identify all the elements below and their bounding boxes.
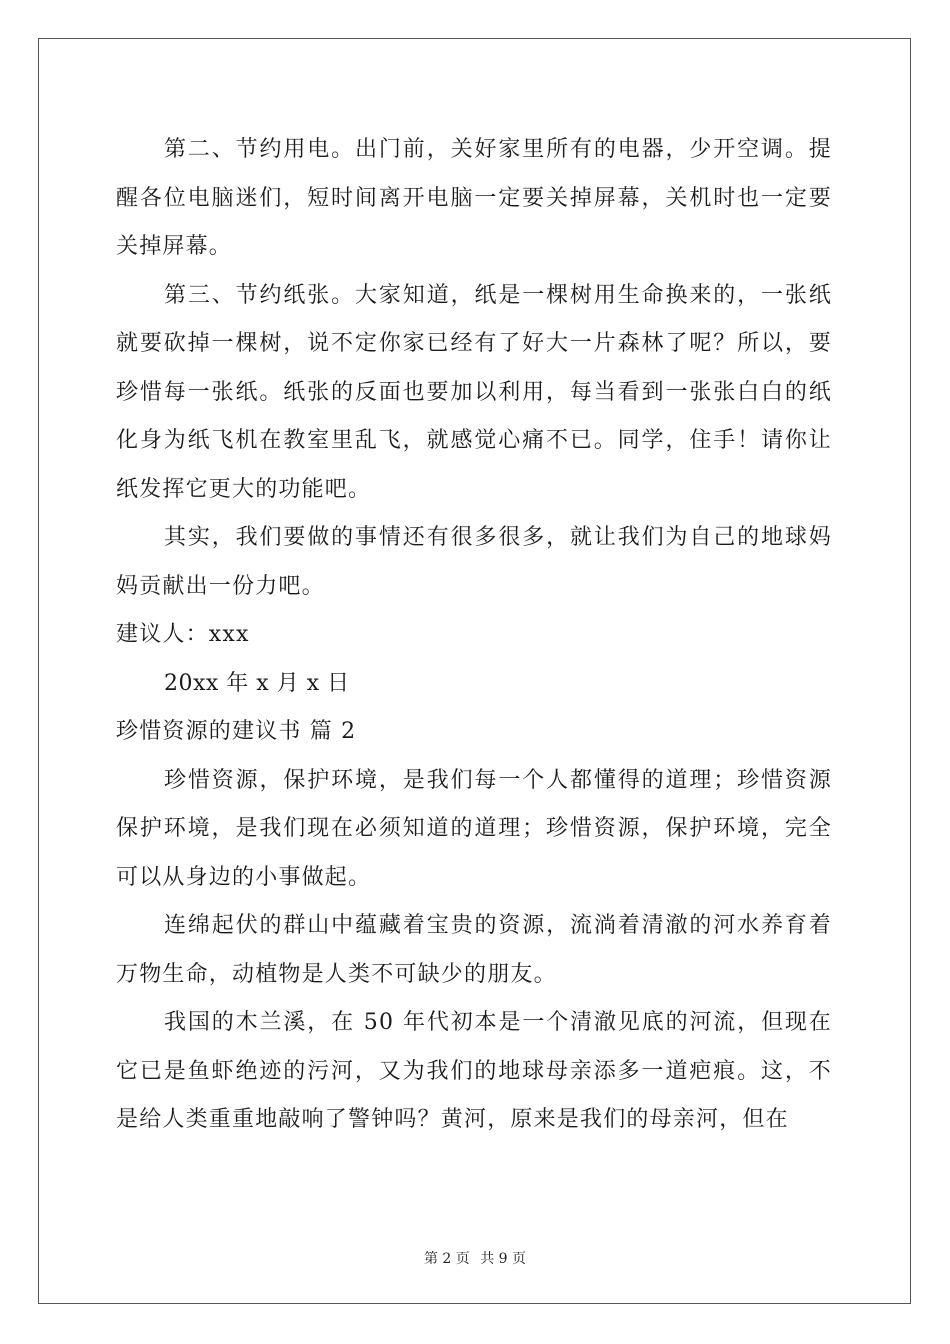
paragraph-save-paper: 第三、节约纸张。大家知道，纸是一棵树用生命换来的，一张纸就要砍掉一棵树，说不定你家已经有了好大一片森林了呢？所以，要珍惜每一张纸。纸张的反面也要加以利用，每当看到一张张白白的纸化身为纸飞机在教室里乱飞，就感觉心痛不已。同学，住手！请你让纸发挥它更大的功能吧。 <box>116 282 832 502</box>
signer-line: 建议人：xxx <box>116 622 250 647</box>
date-line: 20xx 年 x 月 x 日 <box>164 670 350 696</box>
page-number: 第 2 页 <box>423 1251 470 1267</box>
section-heading: 珍惜资源的建议书 篇 2 <box>116 719 357 744</box>
paragraph-mulan-river: 我国的木兰溪，在 50 年代初本是一个清澈见底的河流，但现在它已是鱼虾绝迹的污河，又为我们的地球母亲添多一道疤痕。这，不是给人类重重地敲响了警钟吗？黄河，原来是我们的母亲河，但在 <box>116 1010 832 1132</box>
paragraph-conclusion: 其实，我们要做的事情还有很多很多，就让我们为自己的地球妈妈贡献出一份力吧。 <box>116 525 832 599</box>
paragraph-intro: 珍惜资源，保护环境，是我们每一个人都懂得的道理；珍惜资源保护环境，是我们现在必须知道的道理；珍惜资源，保护环境，完全可以从身边的小事做起。 <box>116 767 832 890</box>
total-pages: 共 9 页 <box>480 1251 527 1267</box>
document-body <box>116 126 832 1145</box>
paragraph-mountains: 连绵起伏的群山中蕴藏着宝贵的资源，流淌着清澈的河水养育着万物生命，动植物是人类不可缺少的朋友。 <box>116 913 832 987</box>
paragraph-save-electricity: 第二、节约用电。出门前，关好家里所有的电器，少开空调。提醒各位电脑迷们，短时间离开电脑一定要关掉屏幕，关机时也一定要关掉屏幕。 <box>116 137 832 259</box>
page-footer <box>0 1248 950 1268</box>
